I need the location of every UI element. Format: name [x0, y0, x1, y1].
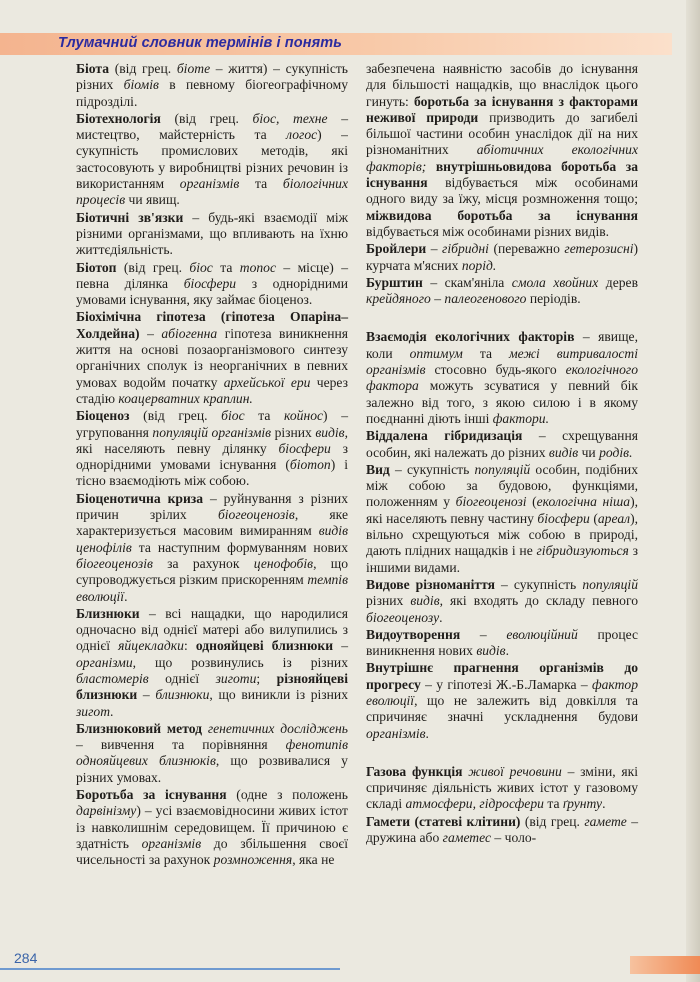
entry-text: , яке характеризується масовим вимиранням: [76, 507, 348, 539]
entry-text: , що не залежить від довкілля та спричиняє значні ускладнення будови: [366, 692, 638, 725]
entry-italic: коацерватних краплин.: [118, 390, 253, 406]
entry-term: Біота: [76, 61, 110, 76]
entry-text: – у гіпотезі Ж.-Б.Ламарка –: [420, 676, 592, 692]
entry-term: Біотичні зв'язки: [76, 209, 184, 225]
entry-term: Бурштин: [366, 274, 423, 290]
entry-text: можуть зсуватися у певний бік залежно від того, з якою силою і в якому поєднанні діють інші: [366, 378, 638, 426]
entry-term: Віддалена гібридизація: [366, 428, 523, 444]
entry-italic: родів.: [599, 444, 633, 460]
entry-text: , які населяють певну ділянку: [76, 424, 348, 456]
entry-italic: бластомерів: [76, 670, 149, 686]
entry-text: (: [589, 510, 598, 526]
entry-text: , що виникли із різних: [209, 687, 348, 703]
entry-term: Бройлери: [366, 241, 427, 257]
entry-italic: популяцій організмів: [152, 424, 272, 440]
entry-text: –: [460, 626, 507, 642]
entry-italic: оптимум: [409, 345, 463, 361]
entry-text: :: [183, 638, 196, 654]
entry-text: в певному біогеографічному підрозділі.: [76, 77, 348, 109]
entry-text: .: [505, 643, 509, 659]
entry-italic: живої речовини: [468, 763, 562, 779]
glossary-entry: [366, 814, 638, 847]
entry-term: Вид: [366, 461, 390, 477]
entry-text: .: [425, 725, 429, 741]
entry-term: Газова функція: [366, 763, 463, 779]
entry-italic: зигот: [76, 703, 111, 719]
entry-text: відбувається між особинами різних видів.: [366, 223, 610, 239]
entry-italic: фактори.: [492, 410, 549, 426]
entry-text: .: [439, 609, 443, 625]
entry-text: (від грец.: [116, 259, 190, 275]
entry-italic: межі витривалості організмів: [366, 345, 638, 378]
entry-italic: гаметес: [442, 830, 492, 846]
entry-text: – всі нащадки, що народилися одночасно від однієї матері або вилупились з однієї: [76, 605, 348, 654]
entry-text: – сукупність: [389, 461, 475, 477]
entry-italic: атмосфери, гідросфери: [405, 796, 544, 812]
entry-italic: гібридизуються: [536, 543, 629, 559]
entry-text: процес виникнення нових: [366, 626, 639, 659]
entry-text: – явище, коли: [366, 329, 638, 361]
glossary-entry: [76, 408, 348, 489]
entry-text: ) курчата м'ясних: [366, 241, 638, 273]
page-number: 284: [14, 950, 38, 966]
entry-text: забезпечена наявністю засобів до існування для більшості нащадків, що внаслідок цього гинуть:: [366, 61, 638, 109]
entry-text: –: [426, 241, 443, 257]
entry-text: – дружина або: [366, 813, 638, 846]
entry-term: Боротьба за існування: [76, 787, 227, 803]
entry-term: Гамети (статеві клітини): [366, 813, 521, 829]
entry-italic: видів: [548, 444, 579, 460]
entry-text: – місце) – певна ділянка: [76, 259, 348, 291]
entry-term: Близнюковий метод: [76, 720, 202, 736]
entry-italic: яйцекладки: [118, 638, 184, 654]
entry-text: з однорідними умовами існування (: [76, 440, 348, 473]
right-column: [366, 61, 638, 847]
entry-text: особин, подібних між собою за будовою, функціями, положенням у: [366, 461, 638, 510]
entry-text: та: [244, 408, 285, 424]
entry-italic: біосфери: [537, 510, 590, 526]
entry-text: – скам'яніла: [422, 274, 512, 290]
entry-text: до збільшення своєї чисельності за рахунок: [76, 835, 348, 868]
glossary-entry: [366, 61, 638, 240]
entry-italic: архейської ери: [223, 374, 311, 390]
entry-text: – руйнування з різних причин зрілих: [76, 490, 348, 523]
entry-text: ;: [256, 670, 277, 686]
entry-text: –: [137, 687, 156, 703]
entry-italic: розмноження: [213, 852, 293, 868]
entry-italic: біосфери: [278, 440, 331, 456]
entry-text: (від грец.: [129, 408, 222, 424]
entry-term: Біотоп: [76, 259, 117, 275]
entry-italic: біогеоценозі: [455, 494, 527, 510]
entry-italic: організмів: [179, 176, 240, 192]
footer-rule: [0, 968, 340, 970]
entry-text: (: [526, 494, 537, 510]
entry-term: Внутрішнє прагнення організмів до прогресу: [366, 660, 638, 692]
entry-text: та наступним формуванням нових: [131, 539, 348, 555]
entry-text: –: [139, 325, 162, 341]
entry-text: – мистецтво, майстерність та: [76, 110, 348, 143]
entry-text: – вивчення та порівняння: [76, 737, 286, 753]
entry-text: чи: [578, 444, 600, 460]
entry-italic: фактор еволюції: [366, 676, 638, 708]
entry-term: Взаємодія екологічних факторів: [366, 329, 575, 345]
entry-text: – сукупність: [494, 576, 583, 592]
entry-italic: койнос: [284, 408, 324, 424]
entry-text: з однорідними умовами існування, яку займає біоценоз.: [76, 275, 348, 308]
glossary-entry: [76, 61, 348, 110]
entry-italic: біогеоценозу: [366, 609, 440, 625]
entry-italic: популяцій: [474, 461, 531, 477]
glossary-entry: [76, 210, 348, 259]
page-edge: [686, 0, 700, 982]
entry-italic: видів ценофілів: [76, 523, 348, 555]
entry-italic: біос, техне: [252, 110, 328, 126]
glossary-entry: [366, 577, 638, 626]
entry-text: , що розвивалися у різних умовах.: [76, 753, 348, 785]
entry-text: через стадію: [76, 374, 348, 406]
entry-italic: еволюційний: [506, 626, 578, 642]
entry-text: ) – угруповання: [76, 408, 348, 440]
entry-text: та: [462, 345, 509, 361]
entry-text: різних: [366, 593, 411, 609]
entry-text: – будь-які взаємодії між різними організмами, що впливають на їхню життєдіяльність.: [76, 209, 348, 258]
entry-italic: гетерозисні: [564, 241, 634, 257]
glossary-entry: [366, 428, 638, 461]
entry-text: та: [239, 176, 283, 192]
entry-text: , що розвинулись із різних: [132, 654, 348, 670]
entry-italic: видів: [476, 643, 506, 659]
entry-italic: біоте: [176, 61, 211, 76]
entry-italic: організмів: [366, 725, 426, 741]
glossary-entry: [76, 787, 348, 868]
entry-text: гіпотеза виникнення життя на основі позаорганізмового синтезу органічних сполук із неорганічних в певних умовах водойм початку: [76, 325, 348, 390]
entry-text: – життя) – сукупність різних: [76, 61, 348, 93]
entry-italic: біогеоценозів: [217, 507, 295, 523]
glossary-entry: [76, 721, 348, 786]
entry-italic: біос: [189, 259, 213, 275]
entry-italic: смола хвойних: [511, 274, 599, 290]
entry-italic: крейдяного: [366, 291, 431, 307]
entry-italic: біос: [221, 408, 245, 424]
entry-italic: біотоп: [289, 457, 331, 473]
entry-text: з іншими видами.: [366, 543, 638, 575]
entry-text: .: [602, 796, 606, 812]
entry-text: призводить до загибелі більшої частини особин унаслідок дії на них різноманітних: [366, 109, 638, 158]
entry-term: різнояйцеві близнюки: [76, 670, 348, 703]
entry-text: однієї: [148, 670, 216, 686]
entry-text: –: [333, 638, 348, 654]
entry-text: дерев: [598, 274, 638, 290]
entry-italic: організмів: [141, 835, 202, 851]
entry-italic: екологічного фактора: [366, 362, 638, 394]
entry-italic: зиготи: [215, 670, 257, 686]
entry-term: Біотехнологія: [76, 110, 161, 126]
entry-text: ) і тісно взаємодіють між собою.: [76, 457, 348, 489]
entry-term: Видоутворення: [366, 626, 461, 642]
entry-text: та: [212, 259, 240, 275]
glossary-entry: [366, 462, 638, 576]
entry-italic: популяцій: [582, 576, 638, 592]
entry-text: – чоло-: [491, 830, 537, 846]
entry-italic: логос: [286, 127, 318, 143]
entry-text: (одне з положень: [226, 787, 349, 803]
glossary-entry: [366, 764, 638, 813]
glossary-entry: [76, 111, 348, 209]
entry-italic: абіотичних екологічних факторів;: [366, 142, 638, 174]
left-column: [76, 61, 348, 870]
entry-text: , яка не: [292, 852, 335, 868]
glossary-entry: [76, 309, 348, 407]
corner-tab: [630, 956, 700, 974]
entry-text: –: [430, 291, 445, 307]
glossary-entry: [366, 627, 638, 660]
entry-italic: видів: [410, 593, 440, 609]
entry-italic: дарвінізму: [76, 803, 137, 819]
glossary-entry: [366, 275, 638, 308]
entry-text: .: [110, 703, 114, 719]
entry-text: .: [124, 588, 128, 604]
entry-text: за рахунок: [152, 555, 254, 571]
entry-text: ) – усі взаємовідносини живих істот із навколишнім середовищем. Її причиною є здатність: [76, 803, 348, 851]
entry-text: , що супроводжується різким прискоренням: [76, 555, 349, 588]
entry-text: – схрещування особин, які належать до різних: [366, 428, 638, 460]
entry-text: (переважно: [488, 241, 565, 257]
entry-italic: генетичних досліджень: [207, 720, 348, 736]
entry-text: (від грец.: [520, 813, 585, 829]
entry-italic: ґрунту: [562, 796, 603, 812]
entry-italic: топос: [239, 259, 276, 275]
entry-italic: біогеоценозів: [76, 555, 153, 571]
glossary-entry: [76, 260, 348, 309]
entry-term: Біоценотична криза: [76, 490, 204, 506]
entry-italic: фенотипів однояйцевих близнюків: [76, 737, 348, 769]
entry-text: та: [543, 796, 563, 812]
page-title: Тлумачний словник термінів і понять: [58, 35, 342, 51]
entry-term: Близнюки: [76, 605, 140, 621]
entry-italic: організми: [76, 654, 133, 670]
entry-italic: порід.: [461, 257, 497, 273]
glossary-entry: [76, 606, 348, 720]
entry-text: (від грец.: [160, 110, 253, 126]
entry-term: Біоценоз: [76, 408, 130, 424]
entry-text: відбувається між особинами одного виду за їжу, місця розмноження тощо;: [366, 175, 638, 207]
entry-italic: біомів: [123, 77, 159, 93]
entry-text: стосовно будь-якого: [425, 362, 566, 378]
entry-text: ), які населяють певну частину: [366, 494, 638, 526]
entry-text: (від грец.: [109, 61, 177, 76]
entry-italic: біосфери: [183, 275, 237, 291]
entry-italic: ценофобів: [253, 555, 314, 571]
entry-term: боротьба за існування з факторами неживої природи: [366, 93, 638, 125]
entry-text: чи явищ.: [125, 192, 180, 208]
entry-term: Біохімічна гіпотеза (гіпотеза Опаріна–Холдейна): [76, 309, 348, 341]
entry-italic: гібридні: [442, 241, 489, 257]
glossary-entry: [76, 491, 348, 605]
entry-term: внутрішньовидова боротьба за існування: [366, 158, 638, 191]
glossary-entry: [366, 660, 638, 741]
entry-term: міжвидова боротьба за існування: [366, 207, 638, 223]
glossary-entry: [366, 241, 638, 274]
entry-italic: близнюки: [155, 687, 210, 703]
entry-italic: ареал: [597, 510, 631, 526]
entry-italic: гамете: [584, 813, 627, 829]
entry-text: – зміни, які спричиняє діяльність живих істот у газовому складі: [366, 763, 638, 812]
entry-text: різних: [271, 424, 316, 440]
entry-text: [426, 159, 436, 174]
entry-term: однояйцеві близнюки: [195, 638, 334, 654]
entry-text: періодів.: [526, 291, 581, 307]
glossary-entry: [366, 329, 638, 427]
entry-italic: абіогенна: [161, 325, 218, 341]
entry-italic: видів: [315, 424, 345, 440]
entry-text: ) – сукупність промислових методів, які застосовують у виробництві різних речовин із використанням: [76, 127, 348, 192]
entry-italic: біологічних процесів: [76, 176, 349, 208]
entry-italic: палеогенового: [444, 291, 527, 307]
entry-text: , які входять до складу певного: [439, 593, 638, 609]
entry-text: ), вільно схрещуються між собою в природі, дають плідних нащадків і не: [366, 510, 638, 559]
entry-term: Видове різноманіття: [366, 576, 495, 592]
entry-italic: екологічна ніша: [536, 494, 631, 510]
entry-italic: темпів еволюції: [76, 572, 348, 604]
